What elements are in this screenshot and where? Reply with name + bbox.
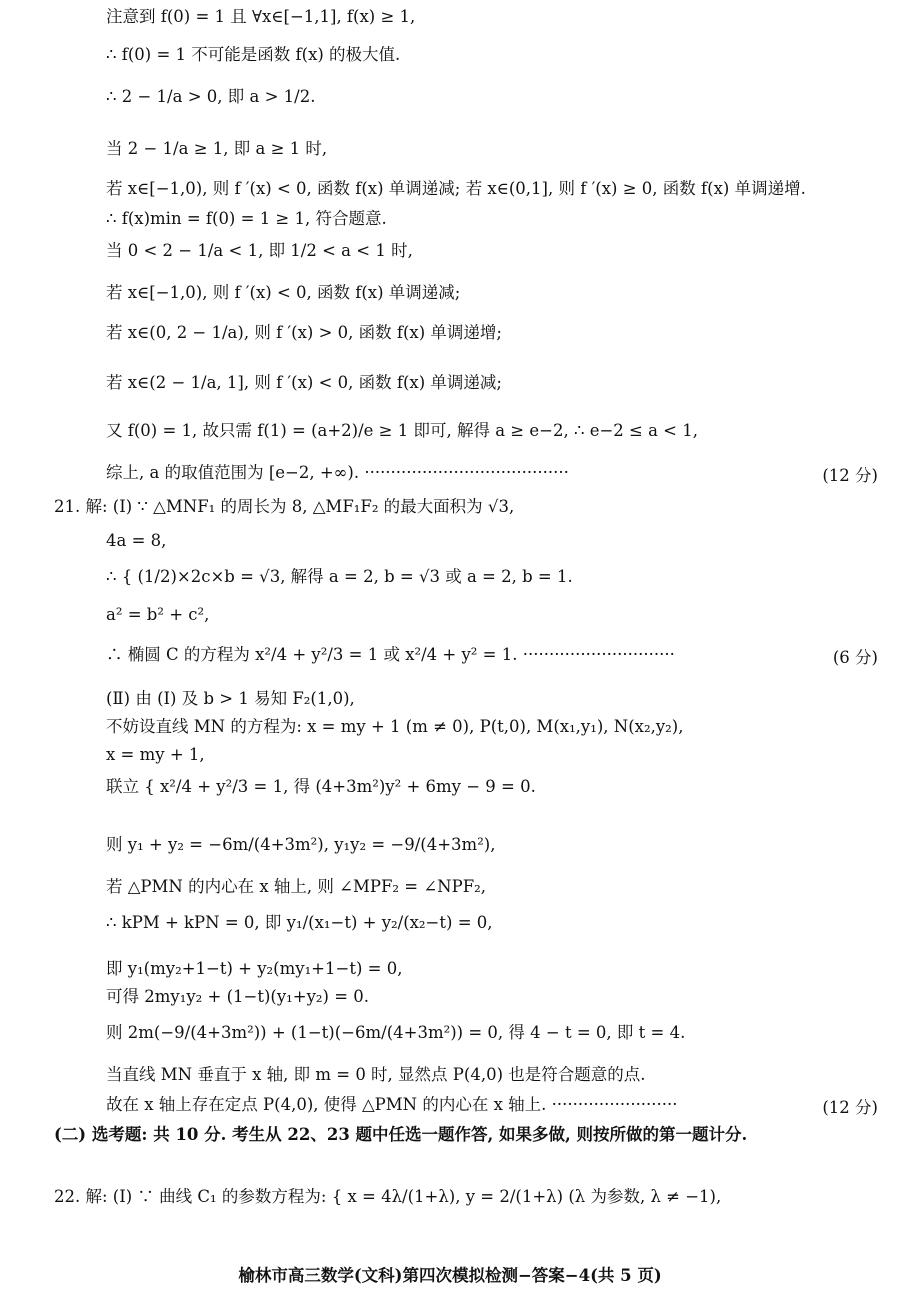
text-line: ∴ f(x)min = f(0) = 1 ≥ 1, 符合题意. <box>106 209 387 228</box>
text-line: 若 △PMN 的内心在 x 轴上, 则 ∠MPF₂ = ∠NPF₂, <box>106 877 487 896</box>
text-line: ∴ 椭圆 C 的方程为 x²/4 + y²/3 = 1 或 x²/4 + y² = 1. ····························· <box>106 645 675 664</box>
equation-system-line: 4a = 8, <box>106 531 167 550</box>
text-line: 可得 2my₁y₂ + (1−t)(y₁+y₂) = 0. <box>106 987 370 1006</box>
equation-system-line: ∴ { (1/2)×2c×b = √3, 解得 a = 2, b = √3 或 a = 2, b = 1. <box>106 567 573 586</box>
text-line: 若 x∈[−1,0), 则 f ′(x) < 0, 函数 f(x) 单调递减; <box>106 283 461 302</box>
text-line: 则 2m(−9/(4+3m²)) + (1−t)(−6m/(4+3m²)) = 0, 得 4 − t = 0, 即 t = 4. <box>106 1023 686 1042</box>
text-line: ∴ 2 − 1/a > 0, 即 a > 1/2. <box>106 87 316 106</box>
section-heading: (二) 选考题: 共 10 分. 考生从 22、23 题中任选一题作答, 如果多做, 则按所做的第一题计分. <box>54 1125 748 1144</box>
text-line: 若 x∈[−1,0), 则 f ′(x) < 0, 函数 f(x) 单调递减; 若 x∈(0,1], 则 f ′(x) ≥ 0, 函数 f(x) 单调递增. <box>106 179 806 198</box>
text-line: 综上, a 的取值范围为 [e−2, +∞). ······································· <box>106 463 569 482</box>
page-footer: 榆林市高三数学(文科)第四次模拟检测−答案−4(共 5 页) <box>238 1266 662 1285</box>
text-line: 又 f(0) = 1, 故只需 f(1) = (a+2)/e ≥ 1 即可, 解得 a ≥ e−2, ∴ e−2 ≤ a < 1, <box>106 421 698 440</box>
text-line: 故在 x 轴上存在定点 P(4,0), 使得 △PMN 的内心在 x 轴上. ························ <box>106 1095 678 1114</box>
text-line: 当直线 MN 垂直于 x 轴, 即 m = 0 时, 显然点 P(4,0) 也是符合题意的点. <box>106 1065 646 1084</box>
text-line: 当 0 < 2 − 1/a < 1, 即 1/2 < a < 1 时, <box>106 241 413 260</box>
problem-21-heading: 21. 解: (Ⅰ) ∵ △MNF₁ 的周长为 8, △MF₁F₂ 的最大面积为 √3, <box>54 497 515 516</box>
text-line: (Ⅱ) 由 (Ⅰ) 及 b > 1 易知 F₂(1,0), <box>106 689 355 708</box>
problem-22-heading: 22. 解: (Ⅰ) ∵ 曲线 C₁ 的参数方程为: { x = 4λ/(1+λ), y = 2/(1+λ) (λ 为参数, λ ≠ −1), <box>54 1187 722 1206</box>
equation-system-line: x = my + 1, <box>106 745 205 764</box>
score-label: (12 分) <box>822 466 878 485</box>
text-line: ∴ kPM + kPN = 0, 即 y₁/(x₁−t) + y₂/(x₂−t) = 0, <box>106 913 493 932</box>
text-line: 即 y₁(my₂+1−t) + y₂(my₁+1−t) = 0, <box>106 959 403 978</box>
text-line: 若 x∈(0, 2 − 1/a), 则 f ′(x) > 0, 函数 f(x) 单调递增; <box>106 323 502 342</box>
text-line: 当 2 − 1/a ≥ 1, 即 a ≥ 1 时, <box>106 139 328 158</box>
equation-system-line: 联立 { x²/4 + y²/3 = 1, 得 (4+3m²)y² + 6my − 9 = 0. <box>106 777 536 796</box>
text-line: ∴ f(0) = 1 不可能是函数 f(x) 的极大值. <box>106 45 401 64</box>
score-label: (6 分) <box>832 648 878 667</box>
score-label: (12 分) <box>822 1098 878 1117</box>
text-line: 注意到 f(0) = 1 且 ∀x∈[−1,1], f(x) ≥ 1, <box>106 7 416 26</box>
text-line: 则 y₁ + y₂ = −6m/(4+3m²), y₁y₂ = −9/(4+3m²), <box>106 835 496 854</box>
equation-system-line: a² = b² + c², <box>106 605 210 624</box>
text-line: 若 x∈(2 − 1/a, 1], 则 f ′(x) < 0, 函数 f(x) 单调递减; <box>106 373 502 392</box>
text-line: 不妨设直线 MN 的方程为: x = my + 1 (m ≠ 0), P(t,0), M(x₁,y₁), N(x₂,y₂), <box>106 717 684 736</box>
